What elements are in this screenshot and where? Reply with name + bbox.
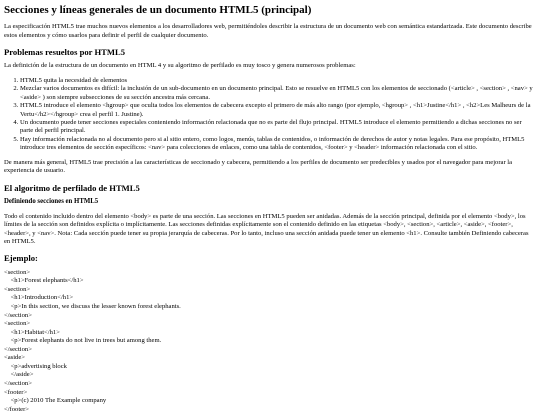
example-code: <section> <h1>Forest elephants</h1> <section> <h1>Introduction</h1> <p>In this section, we discuss the lesser known forest elephants. </section> <section> <h1>Habitat</h1> <p>Forest elephants do not live in trees but among them. </section> <aside> <p>advertising block </aside> </section> <footer> <p>(c) 2010 The Example company </footer> [4, 268, 181, 413]
list-item: 2. Mezclar varios documentos es difícil: la inclusión de un sub-documento en un documento principal. Esto se resuelve en HTML5 con los elementos de seccionado (<article> , <section> , <nav> y <aside> ) son siempre subsecciones de su sección ancestra más cercana. [20, 85, 536, 102]
page-title: Secciones y líneas generales de un documento HTML5 (principal) [4, 4, 312, 16]
example-heading: Ejemplo: [4, 253, 38, 264]
list-item: 5. Hay información relacionada no al documento pero si al sitio entero, como logos, menús, tablas de contenidos, o información de derechos de autor y notas legales. Para ese propósito, HTML5 introduce tres elementos de sección específicos: <nav> para colecciones de enlaces, como una tabla de contenidos, <footer> y <header> información relacionada con el sitio. [20, 136, 536, 153]
problems-closing: De manera más general, HTML5 trae precisión a las características de seccionado y cabecera, permitiendo a los perfiles de documento ser predecibles y usados por el navegador para mejorar la experiencia de usuario. [4, 158, 513, 175]
list-item: 3. HTML5 introduce el elemento <hgroup> que oculta todos los elementos de cabecera excepto el primero de más alto rango (por ejemplo, <hgroup> , <h1>Justine</h1> , <h2>Les Malheurs de la Vertu</h2></hgroup> crea el perfil 1. Justine). [20, 102, 536, 119]
problems-lead: La definición de la estructura de un documento en HTML 4 y su algoritmo de perfilado es muy tosco y genera numerosos problemas: [4, 62, 356, 70]
section-heading-algorithm: El algoritmo de perfilado de HTML5 [4, 182, 140, 193]
subheading-defining-sections: Definiendo secciones en HTML5 [4, 197, 99, 205]
section-heading-problems: Problemas resueltos por HTML5 [4, 47, 126, 58]
list-item: 1. HTML5 quita la necesidad de elementos [20, 77, 536, 85]
algorithm-paragraph: Todo el contenido incluido dentro del elemento <body> es parte de una sección. Las secciones en HTML5 pueden ser anidadas. Además de la sección principal, definida por el elemento <body>, los límites de la sección son definidos explícita o implícitamente. Las secciones definidas explícitamente son el contenido definido en las etiquetas <body>, <section>, <article>, <aside>, <footer>, <header>, y <nav>. Nota: Cada sección puede tener su propia jerarquía de cabeceras. Por lo tanto, incluso una sección anidada puede tener un elemento <h1>. Consulte también Definiendo cabeceras en HTML5. [4, 212, 529, 245]
intro-paragraph: La especificación HTML5 trae muchos nuevos elementos a los desarrolladores web, permitiéndoles describir la estructura de un documento web con semántica estandarizada. Este documento describe estos elementos y cómo usarlos para definir el perfil de cualquier documento. [4, 23, 532, 39]
list-item: 4. Un documento puede tener secciones especiales conteniendo información relacionada que no es parte del flujo principal. HTML5 introduce el elemento permitiendo a dichas secciones no ser parte del perfil principal. [20, 119, 536, 136]
problems-list [4, 77, 536, 153]
